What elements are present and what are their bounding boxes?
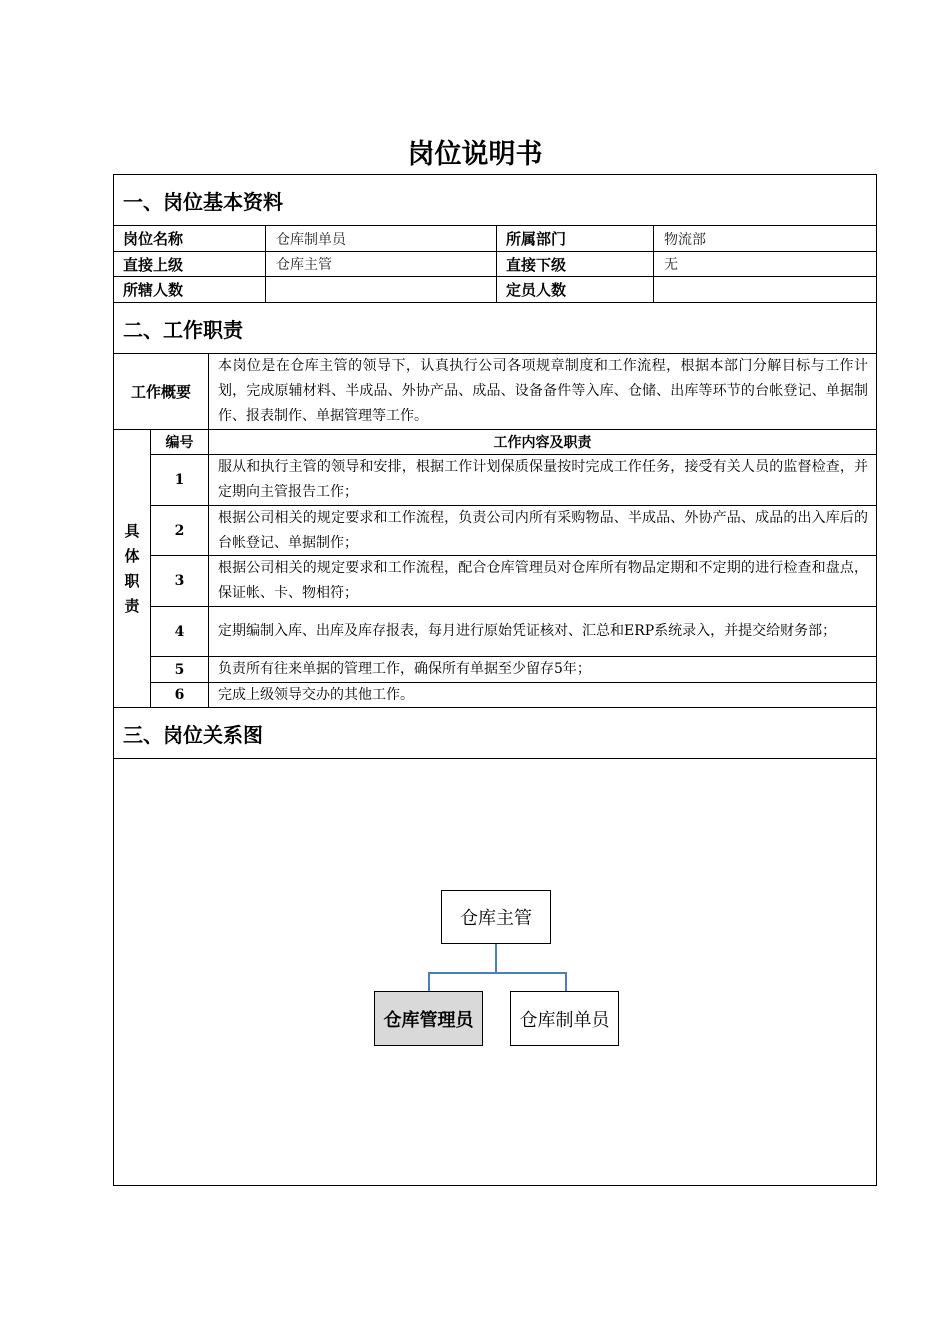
info-value: 仓库制单员: [266, 226, 497, 251]
info-row: [114, 252, 876, 277]
duties-table: [151, 430, 876, 708]
col-no-header: 编号: [151, 430, 209, 454]
org-connector-right: [565, 972, 567, 991]
duties-label-cell: [114, 430, 151, 708]
duty-row: [151, 607, 876, 657]
duty-text: 根据公司相关的规定要求和工作流程，配合仓库管理员对仓库所有物品定期和不定期的进行检查和盘点，保证帐、卡、物相符；: [218, 560, 868, 601]
duty-text: 定期编制入库、出库及库存报表，每月进行原始凭证核对、汇总和ERP系统录入，并提交给财务部；: [218, 623, 837, 639]
info-value: 物流部: [664, 231, 706, 248]
col-content-header: 工作内容及职责: [493, 435, 592, 451]
org-chart: [114, 759, 876, 1185]
duty-row: [151, 455, 876, 506]
org-connector-left: [428, 972, 430, 991]
info-label: 所属部门: [497, 226, 654, 251]
info-label: 岗位名称: [114, 226, 266, 251]
duty-number: 4: [151, 607, 209, 656]
info-label: 直接下级: [497, 252, 654, 276]
duty-text: 根据公司相关的规定要求和工作流程，负责公司内所有采购物品、半成品、外协产品、成品的出入库后的台帐登记、单据制作；: [218, 509, 868, 551]
org-box-warehouse-keeper: 仓库管理员: [374, 991, 483, 1046]
org-connector-horizontal: [428, 972, 567, 974]
duty-text: 完成上级领导交办的其他工作。: [218, 686, 414, 703]
section1-heading: 一、岗位基本资料: [114, 175, 876, 226]
info-row: [114, 226, 876, 252]
summary-row: [114, 354, 876, 430]
duty-row: [151, 683, 876, 708]
org-connector-vertical: [495, 944, 497, 973]
summary-label: 工作概要: [114, 354, 209, 429]
page-title: 岗位说明书: [407, 139, 543, 170]
duty-number: 1: [151, 455, 209, 505]
info-value: [266, 277, 497, 302]
duties-header-row: [151, 430, 876, 455]
duty-number: 3: [151, 556, 209, 606]
info-value: 仓库主管: [266, 252, 497, 276]
job-description-table: [113, 174, 877, 1186]
duty-row: [151, 657, 876, 683]
info-label: 直接上级: [114, 252, 266, 276]
info-value: [654, 277, 876, 302]
duty-number: 2: [151, 506, 209, 555]
section2-heading: 二、工作职责: [114, 303, 876, 354]
info-row: [114, 277, 876, 303]
duty-text: 负责所有往来单据的管理工作，确保所有单据至少留存5年；: [218, 661, 591, 677]
duty-number: 6: [151, 683, 209, 707]
info-value: 无: [664, 257, 678, 273]
duties-label: 具体职责: [124, 521, 140, 615]
section3-heading: 三、岗位关系图: [114, 708, 876, 759]
duty-row: [151, 556, 876, 607]
org-box-supervisor: 仓库主管: [441, 890, 551, 944]
duty-row: [151, 506, 876, 556]
info-label: 定员人数: [497, 277, 654, 302]
info-label: 所辖人数: [114, 277, 266, 302]
duty-number: 5: [151, 657, 209, 682]
org-box-document-clerk: 仓库制单员: [510, 991, 619, 1046]
duty-text: 服从和执行主管的领导和安排，根据工作计划保质保量按时完成工作任务，接受有关人员的监督检查，并定期向主管报告工作；: [218, 459, 868, 500]
summary-text: 本岗位是在仓库主管的领导下，认真执行公司各项规章制度和工作流程，根据本部门分解目标与工作计划，完成原辅材料、半成品、外协产品、成品、设备备件等入库、仓储、出库等环节的台帐登记、单据制作、报表制作、单据管理等工作。: [218, 358, 868, 424]
